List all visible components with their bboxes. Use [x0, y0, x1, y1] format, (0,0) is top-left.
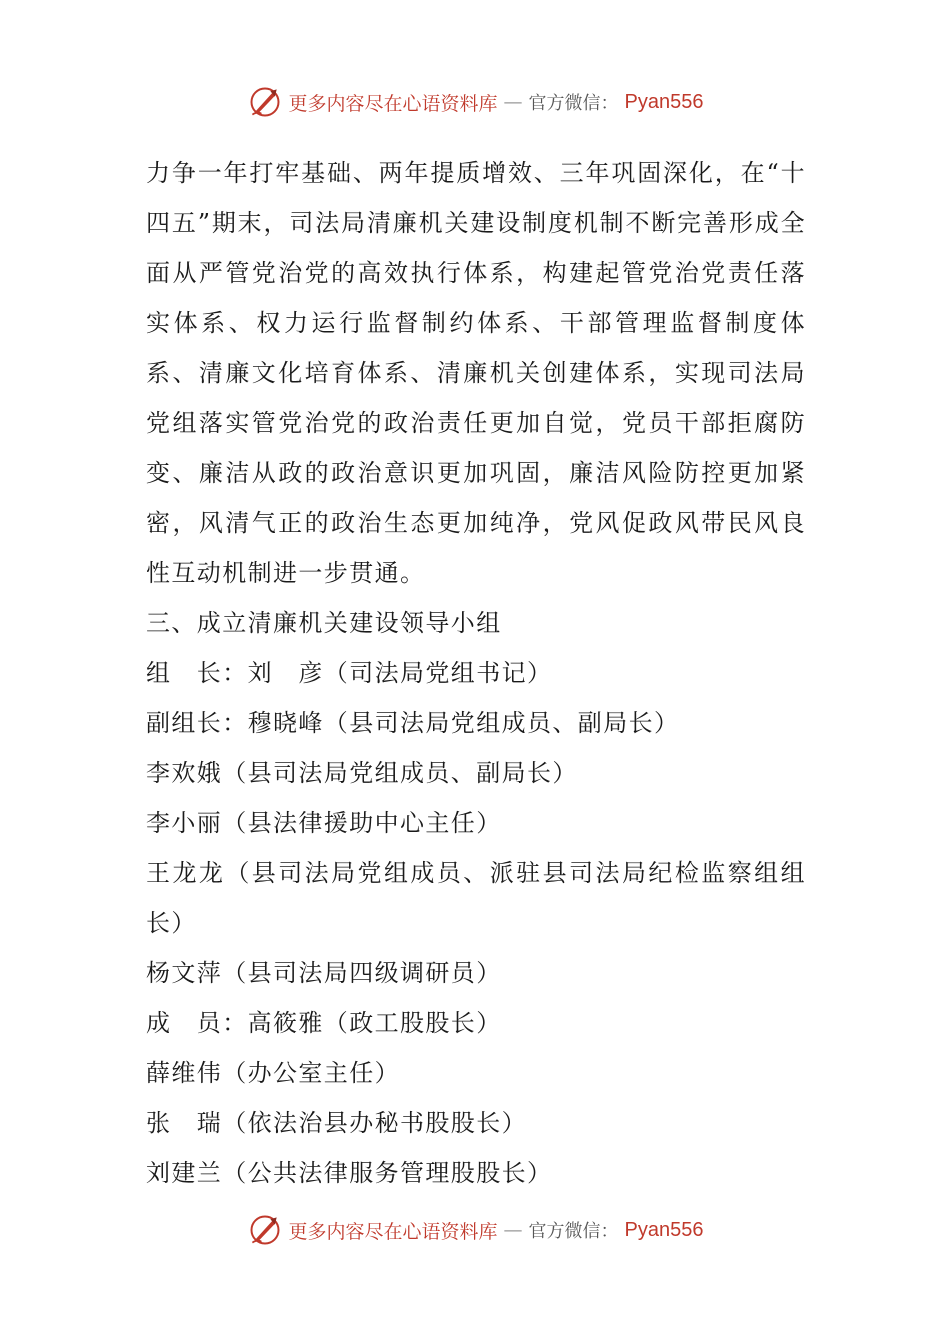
pen-quill-logo-icon	[247, 1212, 283, 1248]
pen-quill-logo-icon	[247, 84, 283, 120]
watermark-wechat-label: 官方微信：	[528, 1221, 619, 1242]
body-paragraph: 力争一年打牢基础、两年提质增效、三年巩固深化，在“十四五”期末，司法局清廉机关建设制度机制不断完善形成全面从严管党治党的高效执行体系，构建起管党治党责任落实体系、权力运行监督制约体系、干部管理监督制度体系、清廉文化培育体系、清廉机关创建体系，实现司法局党组落实管党治党的政治责任更加自觉，党员干部拒腐防变、廉洁从政的政治意识更加巩固，廉洁风险防控更加紧密，风清气正的政治生态更加纯净，党风促政风带民风良性互动机制进一步贯通。	[146, 159, 806, 587]
member-line: 杨文萍（县司法局四级调研员）	[146, 959, 502, 987]
member-line: 李小丽（县法律援助中心主任）	[146, 809, 502, 837]
watermark-separator: —	[503, 91, 523, 113]
member-line: 王龙龙（县司法局党组成员、派驻县司法局纪检监察组组长）	[146, 859, 806, 937]
footer-watermark	[0, 1210, 950, 1250]
watermark-brand-text: 更多内容尽在心语资料库	[288, 1220, 498, 1243]
watermark-brand-text: 更多内容尽在心语资料库	[288, 92, 498, 115]
member-line-group-leader: 组 长：刘 彦（司法局党组书记）	[146, 659, 553, 687]
member-line: 张 瑞（依法治县办秘书股股长）	[146, 1109, 527, 1137]
watermark-separator: —	[503, 1219, 523, 1241]
watermark-wechat-id: Pyan556	[624, 1218, 704, 1241]
member-line-deputy-leader: 副组长：穆晓峰（县司法局党组成员、副局长）	[146, 709, 680, 737]
document-body	[146, 148, 806, 1198]
member-line-members: 成 员：高筱雅（政工股股长）	[146, 1009, 502, 1037]
member-line: 薛维伟（办公室主任）	[146, 1059, 400, 1087]
watermark-wechat-id: Pyan556	[624, 90, 704, 113]
member-line: 李欢娥（县司法局党组成员、副局长）	[146, 759, 578, 787]
section-heading: 三、成立清廉机关建设领导小组	[146, 609, 502, 637]
watermark-wechat-label: 官方微信：	[528, 93, 619, 114]
member-line: 刘建兰（公共法律服务管理股股长）	[146, 1159, 553, 1187]
header-watermark	[0, 82, 950, 122]
